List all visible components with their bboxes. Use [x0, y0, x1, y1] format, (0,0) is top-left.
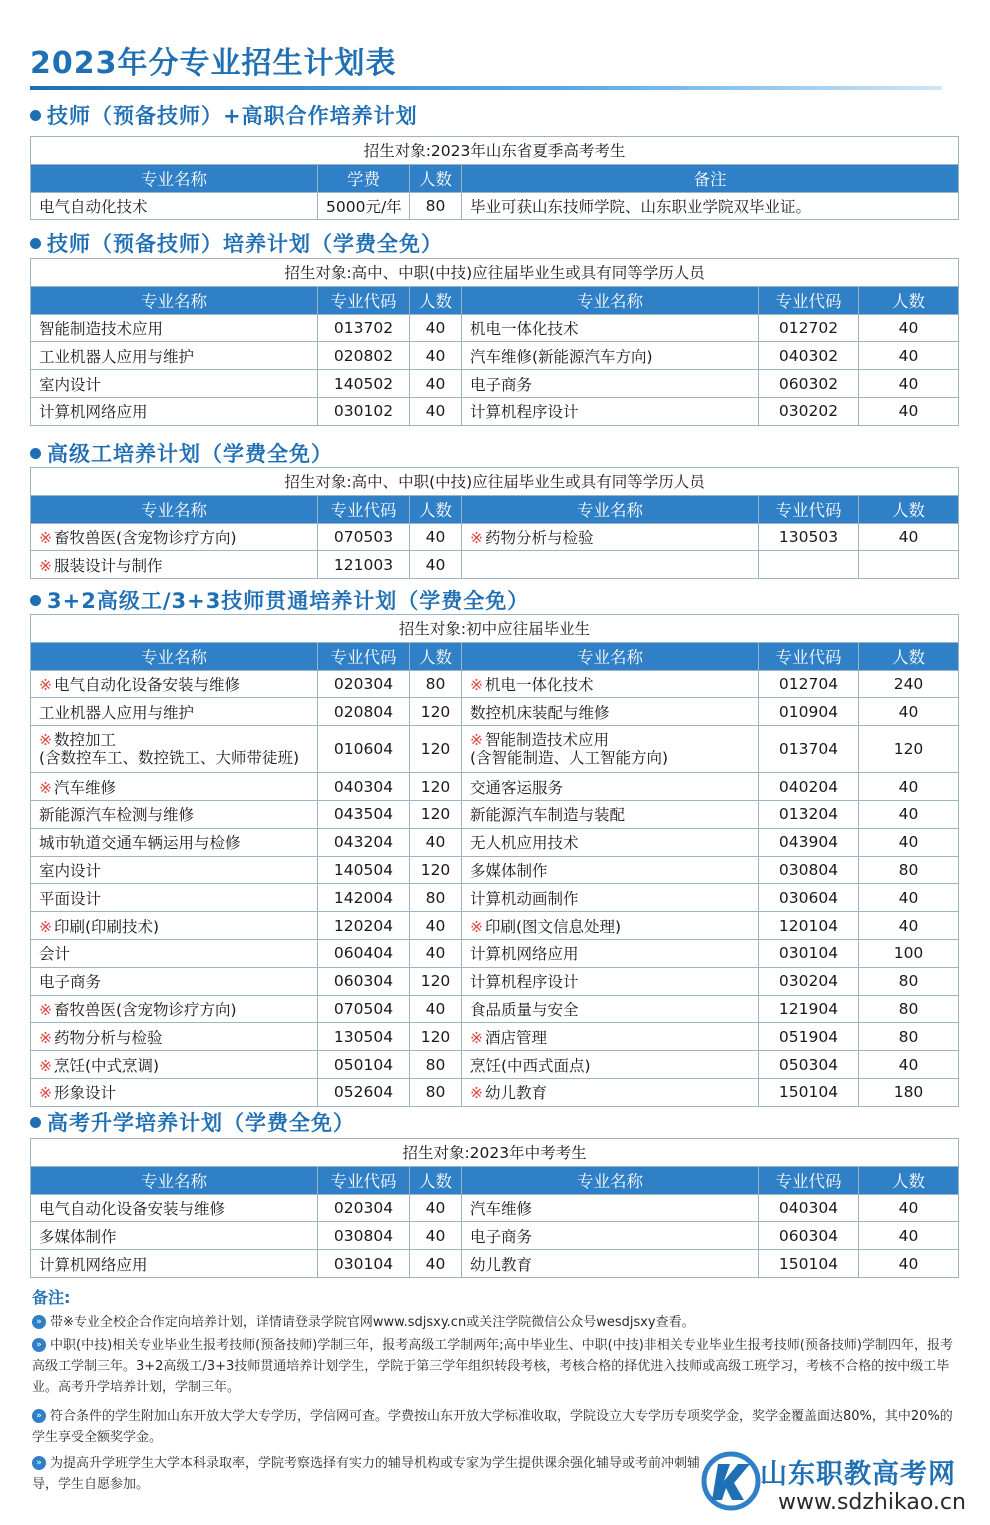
quota-cell: 80 — [410, 884, 462, 912]
major-name-cell: 无人机应用技术 — [462, 828, 759, 856]
major-code-cell: 060304 — [318, 967, 410, 995]
table-row — [31, 726, 959, 773]
table-row — [31, 800, 959, 828]
table-2 — [30, 258, 959, 426]
table-row — [31, 939, 959, 967]
column-header: 人数 — [859, 1166, 959, 1194]
major-name-cell — [462, 551, 759, 579]
major-name-cell: ※ 酒店管理 — [462, 1023, 759, 1051]
marker-icon: ※ — [39, 1028, 52, 1047]
major-name-cell: 汽车维修 — [462, 1194, 759, 1222]
major-name-cell: 计算机动画制作 — [462, 884, 759, 912]
chevron-right-icon: » — [32, 1315, 46, 1329]
note-item: » 符合条件的学生附加山东开放大学大专学历，学信网可查。学费按山东开放大学标准收取，学院设立大专学历专项奖学金，奖学金覆盖面达80%，其中20%的学生享受全额奖学金。 — [32, 1409, 953, 1445]
quota-cell: 40 — [859, 1051, 959, 1079]
major-code-cell: 040302 — [759, 342, 859, 370]
major-code-cell: 013702 — [318, 314, 410, 342]
quota-cell — [859, 551, 959, 579]
major-code-cell: 120204 — [318, 912, 410, 940]
quota-cell: 40 — [859, 1222, 959, 1250]
major-code-cell: 030204 — [759, 967, 859, 995]
major-code-cell: 030604 — [759, 884, 859, 912]
quota-cell: 80 — [410, 1051, 462, 1079]
bullet-dot-icon — [30, 110, 41, 121]
quota-cell: 40 — [410, 939, 462, 967]
quota-cell: 40 — [859, 773, 959, 801]
quota-cell: 40 — [859, 523, 959, 551]
major-name-cell: 多媒体制作 — [31, 1222, 318, 1250]
major-name-cell: 计算机程序设计 — [462, 967, 759, 995]
major-name-cell: 工业机器人应用与维护 — [31, 698, 318, 726]
major-name-cell: ※ 印刷(印刷技术) — [31, 912, 318, 940]
table-row: 电气自动化技术 5000元/年 80 毕业可获山东技师学院、山东职业学院双毕业证。 — [31, 192, 959, 220]
major-code-cell: 150104 — [759, 1078, 859, 1106]
major-code-cell: 050304 — [759, 1051, 859, 1079]
table-row — [31, 397, 959, 425]
major-code-cell: 020804 — [318, 698, 410, 726]
major-code-cell: 010904 — [759, 698, 859, 726]
major-code-cell: 012702 — [759, 314, 859, 342]
major-name-cell: 烹饪(中西式面点) — [462, 1051, 759, 1079]
table-row — [31, 912, 959, 940]
major-name-cell: 会计 — [31, 939, 318, 967]
marker-icon: ※ — [39, 731, 52, 750]
major-name-cell: 平面设计 — [31, 884, 318, 912]
quota-cell: 40 — [859, 800, 959, 828]
section-heading-1: 技师（预备技师）+高职合作培养计划 — [30, 100, 418, 130]
table-row — [31, 856, 959, 884]
marker-icon: ※ — [39, 528, 52, 547]
quota-cell: 40 — [859, 698, 959, 726]
note-item: » 为提高升学班学生大学本科录取率，学院考察选择有实力的辅导机构或专家为学生提供课余强化辅导或考前冲刺辅导，学生自愿参加。 — [32, 1456, 701, 1492]
major-code-cell: 051904 — [759, 1023, 859, 1051]
quota-cell: 120 — [410, 967, 462, 995]
table-row — [31, 1078, 959, 1106]
watermark-url: www.sdzhikao.cn — [778, 1490, 966, 1515]
column-header: 人数 — [410, 286, 462, 314]
major-code-cell: 030804 — [318, 1222, 410, 1250]
column-header: 专业代码 — [759, 495, 859, 523]
column-header: 专业代码 — [318, 495, 410, 523]
column-header: 专业代码 — [318, 1166, 410, 1194]
quota-cell: 80 — [410, 670, 462, 698]
major-code-cell: 030104 — [318, 1250, 410, 1278]
bullet-dot-icon — [30, 1117, 41, 1128]
table-row — [31, 551, 959, 579]
table-row — [31, 314, 959, 342]
note-item: » 带※专业全校企合作定向培养计划，详情请登录学院官网www.sdjsxy.cn或关注学院微信公众号wesdjsxy查看。 — [32, 1312, 962, 1333]
table-row — [31, 698, 959, 726]
major-name-cell: 计算机网络应用 — [462, 939, 759, 967]
marker-icon: ※ — [39, 778, 52, 797]
note-item: » 中职(中技)相关专业毕业生报考技师(预备技师)学制三年，报考高级工学制两年;高中毕业生、中职(中技)非相关专业毕业生报考技师(预备技师)学制四年，报考高级工学制三年。3+2高级工/3+3技师贯通培养计划学生，学院于第三学年组织转段考核，考核合格的择优进入技师或高级工班学习，考核不合格的按中级工毕业。高考升学培养计划，学制三年。 — [32, 1338, 953, 1395]
major-name-cell: ※ 畜牧兽医(含宠物诊疗方向) — [31, 523, 318, 551]
major-name-cell: ※ 汽车维修 — [31, 773, 318, 801]
column-header: 专业名称 — [31, 1166, 318, 1194]
quota-cell: 80 — [859, 1023, 959, 1051]
quota-cell: 80 — [859, 995, 959, 1023]
quota-cell: 40 — [410, 912, 462, 940]
major-code-cell: 010604 — [318, 726, 410, 773]
column-header: 人数 — [410, 495, 462, 523]
major-code-cell: 040304 — [318, 773, 410, 801]
major-name-cell: 数控机床装配与维修 — [462, 698, 759, 726]
major-code-cell: 030202 — [759, 397, 859, 425]
quota-cell: 80 — [859, 967, 959, 995]
column-header: 专业名称 — [462, 642, 759, 670]
page-title: 2023年分专业招生计划表 — [30, 46, 397, 81]
quota-cell: 40 — [410, 370, 462, 398]
major-name-cell: 多媒体制作 — [462, 856, 759, 884]
watermark — [700, 1442, 990, 1525]
major-name-cell: 电气自动化设备安装与维修 — [31, 1194, 318, 1222]
table-row — [31, 342, 959, 370]
section-heading-5: 高考升学培养计划（学费全免） — [30, 1107, 355, 1137]
major-code-cell: 020802 — [318, 342, 410, 370]
quota-cell: 100 — [859, 939, 959, 967]
table-row — [31, 884, 959, 912]
bullet-dot-icon — [30, 238, 41, 249]
quota-cell: 40 — [410, 1250, 462, 1278]
table-target: 招生对象:高中、中职(中技)应往届毕业生或具有同等学历人员 — [31, 259, 959, 287]
major-name-cell: 机电一体化技术 — [462, 314, 759, 342]
quota-cell: 120 — [410, 726, 462, 773]
marker-icon: ※ — [470, 731, 483, 750]
title-underline — [30, 86, 942, 90]
major-name-cell: 计算机网络应用 — [31, 397, 318, 425]
major-code-cell: 052604 — [318, 1078, 410, 1106]
marker-icon: ※ — [470, 528, 483, 547]
quota-cell: 40 — [859, 884, 959, 912]
major-code-cell: 150104 — [759, 1250, 859, 1278]
major-code-cell: 140502 — [318, 370, 410, 398]
bullet-dot-icon — [30, 595, 41, 606]
major-code-cell: 130503 — [759, 523, 859, 551]
major-name-cell: 电子商务 — [31, 967, 318, 995]
table-5 — [30, 1138, 959, 1278]
major-code-cell: 013704 — [759, 726, 859, 773]
major-name-cell: 电子商务 — [462, 370, 759, 398]
column-header: 专业名称 — [31, 642, 318, 670]
major-name-cell: 计算机程序设计 — [462, 397, 759, 425]
bullet-dot-icon — [30, 448, 41, 459]
table-3 — [30, 467, 959, 579]
quota-cell: 120 — [410, 800, 462, 828]
quota-cell: 40 — [410, 397, 462, 425]
column-header: 人数 — [410, 642, 462, 670]
column-header: 专业名称 — [31, 495, 318, 523]
major-name-cell: ※ 印刷(图文信息处理) — [462, 912, 759, 940]
quota-cell: 40 — [859, 828, 959, 856]
column-header: 人数 — [859, 286, 959, 314]
quota-cell: 40 — [410, 551, 462, 579]
major-code-cell: 130504 — [318, 1023, 410, 1051]
table-row — [31, 1023, 959, 1051]
major-name-cell: ※ 烹饪(中式烹调) — [31, 1051, 318, 1079]
major-code-cell: 060304 — [759, 1222, 859, 1250]
quota-cell: 120 — [410, 698, 462, 726]
column-header: 专业名称 — [462, 1166, 759, 1194]
major-name-cell: ※ 智能制造技术应用 (含智能制造、人工智能方向) — [462, 726, 759, 773]
table-row — [31, 773, 959, 801]
quota-cell: 120 — [859, 726, 959, 773]
major-code-cell: 140504 — [318, 856, 410, 884]
column-header: 专业名称 — [31, 164, 318, 192]
column-header: 人数 — [859, 642, 959, 670]
section-heading-3: 高级工培养计划（学费全免） — [30, 438, 333, 468]
section-heading-4: 3+2高级工/3+3技师贯通培养计划（学费全免） — [30, 585, 529, 615]
quota-cell: 120 — [410, 1023, 462, 1051]
quota-cell: 40 — [410, 314, 462, 342]
column-header: 专业代码 — [318, 286, 410, 314]
table-4 — [30, 614, 959, 1107]
table-row — [31, 523, 959, 551]
major-name-cell: 室内设计 — [31, 856, 318, 884]
table-row — [31, 1222, 959, 1250]
major-code-cell: 120104 — [759, 912, 859, 940]
section-heading-2: 技师（预备技师）培养计划（学费全免） — [30, 228, 443, 258]
major-name-cell: 新能源汽车检测与维修 — [31, 800, 318, 828]
major-name-cell: ※ 幼儿教育 — [462, 1078, 759, 1106]
quota-cell: 40 — [410, 828, 462, 856]
major-name-cell: 智能制造技术应用 — [31, 314, 318, 342]
major-name-cell: ※ 电气自动化设备安装与维修 — [31, 670, 318, 698]
quota-cell: 40 — [410, 523, 462, 551]
chevron-right-icon: » — [32, 1338, 46, 1352]
column-header: 专业名称 — [31, 286, 318, 314]
major-code-cell: 121904 — [759, 995, 859, 1023]
major-name-cell: ※ 药物分析与检验 — [462, 523, 759, 551]
chevron-right-icon: » — [32, 1409, 46, 1423]
major-code-cell: 043504 — [318, 800, 410, 828]
table-row — [31, 1194, 959, 1222]
notes-title: 备注: — [32, 1288, 71, 1307]
quota-cell: 40 — [410, 995, 462, 1023]
quota-cell: 40 — [859, 314, 959, 342]
marker-icon: ※ — [470, 917, 483, 936]
chevron-right-icon: » — [32, 1456, 46, 1470]
major-name-cell: 城市轨道交通车辆运用与检修 — [31, 828, 318, 856]
major-code-cell: 040304 — [759, 1194, 859, 1222]
column-header: 专业代码 — [759, 642, 859, 670]
major-name-cell: ※ 机电一体化技术 — [462, 670, 759, 698]
major-name-cell: 幼儿教育 — [462, 1250, 759, 1278]
table-row — [31, 1051, 959, 1079]
major-code-cell: 040204 — [759, 773, 859, 801]
table-row — [31, 967, 959, 995]
major-code-cell: 030104 — [759, 939, 859, 967]
quota-cell: 120 — [410, 773, 462, 801]
quota-cell: 40 — [859, 342, 959, 370]
major-code-cell: 030102 — [318, 397, 410, 425]
major-code-cell: 020304 — [318, 1194, 410, 1222]
major-code-cell: 043904 — [759, 828, 859, 856]
marker-icon: ※ — [470, 1028, 483, 1047]
quota-cell: 40 — [859, 1250, 959, 1278]
quota-cell: 40 — [410, 1194, 462, 1222]
major-code-cell: 050104 — [318, 1051, 410, 1079]
major-name-cell: 室内设计 — [31, 370, 318, 398]
site-logo-icon — [700, 1450, 762, 1512]
quota-cell: 40 — [859, 1194, 959, 1222]
major-name-cell: 汽车维修(新能源汽车方向) — [462, 342, 759, 370]
quota-cell: 240 — [859, 670, 959, 698]
quota-cell: 180 — [859, 1078, 959, 1106]
major-name-cell: 交通客运服务 — [462, 773, 759, 801]
column-header: 人数 — [859, 495, 959, 523]
major-name-cell: 计算机网络应用 — [31, 1250, 318, 1278]
marker-icon: ※ — [39, 1056, 52, 1075]
table-target: 招生对象:2023年中考考生 — [31, 1139, 959, 1167]
major-name-cell: ※ 形象设计 — [31, 1078, 318, 1106]
marker-icon: ※ — [470, 1084, 483, 1103]
major-code-cell: 060404 — [318, 939, 410, 967]
major-code-cell: 012704 — [759, 670, 859, 698]
major-name-cell: ※ 畜牧兽医(含宠物诊疗方向) — [31, 995, 318, 1023]
major-code-cell: 020304 — [318, 670, 410, 698]
column-header: 专业代码 — [318, 642, 410, 670]
table-row — [31, 828, 959, 856]
marker-icon: ※ — [39, 556, 52, 575]
table-target: 招生对象:2023年山东省夏季高考考生 — [31, 137, 959, 165]
quota-cell: 40 — [410, 1222, 462, 1250]
major-code-cell — [759, 551, 859, 579]
major-name-cell: ※ 服装设计与制作 — [31, 551, 318, 579]
column-header: 学费 — [318, 164, 410, 192]
column-header: 人数 — [410, 1166, 462, 1194]
major-code-cell: 070503 — [318, 523, 410, 551]
quota-cell: 40 — [859, 397, 959, 425]
column-header: 专业名称 — [462, 286, 759, 314]
major-name-cell: ※ 数控加工 (含数控车工、数控铣工、大师带徒班) — [31, 726, 318, 773]
marker-icon: ※ — [39, 675, 52, 694]
watermark-name: 山东职教高考网 — [760, 1459, 956, 1490]
major-code-cell: 030804 — [759, 856, 859, 884]
table-target: 招生对象:高中、中职(中技)应往届毕业生或具有同等学历人员 — [31, 468, 959, 496]
marker-icon: ※ — [39, 917, 52, 936]
table-row — [31, 995, 959, 1023]
major-name-cell: 新能源汽车制造与装配 — [462, 800, 759, 828]
quota-cell: 40 — [859, 912, 959, 940]
major-code-cell: 121003 — [318, 551, 410, 579]
column-header: 专业代码 — [759, 1166, 859, 1194]
table-row — [31, 670, 959, 698]
quota-cell: 40 — [859, 370, 959, 398]
major-name-cell: 工业机器人应用与维护 — [31, 342, 318, 370]
table-row — [31, 370, 959, 398]
table-target: 招生对象:初中应往届毕业生 — [31, 615, 959, 643]
column-header: 人数 — [410, 164, 462, 192]
marker-icon: ※ — [39, 1084, 52, 1103]
major-code-cell: 070504 — [318, 995, 410, 1023]
major-code-cell: 060302 — [759, 370, 859, 398]
table-row — [31, 1250, 959, 1278]
major-name-cell: ※ 药物分析与检验 — [31, 1023, 318, 1051]
quota-cell: 120 — [410, 856, 462, 884]
marker-icon: ※ — [39, 1000, 52, 1019]
quota-cell: 80 — [859, 856, 959, 884]
column-header: 专业代码 — [759, 286, 859, 314]
major-name-cell: 电子商务 — [462, 1222, 759, 1250]
major-code-cell: 142004 — [318, 884, 410, 912]
column-header: 专业名称 — [462, 495, 759, 523]
major-code-cell: 043204 — [318, 828, 410, 856]
major-name-cell: 食品质量与安全 — [462, 995, 759, 1023]
column-header: 备注 — [462, 164, 959, 192]
major-code-cell: 013204 — [759, 800, 859, 828]
table-1 — [30, 136, 959, 220]
quota-cell: 80 — [410, 1078, 462, 1106]
quota-cell: 40 — [410, 342, 462, 370]
marker-icon: ※ — [470, 675, 483, 694]
